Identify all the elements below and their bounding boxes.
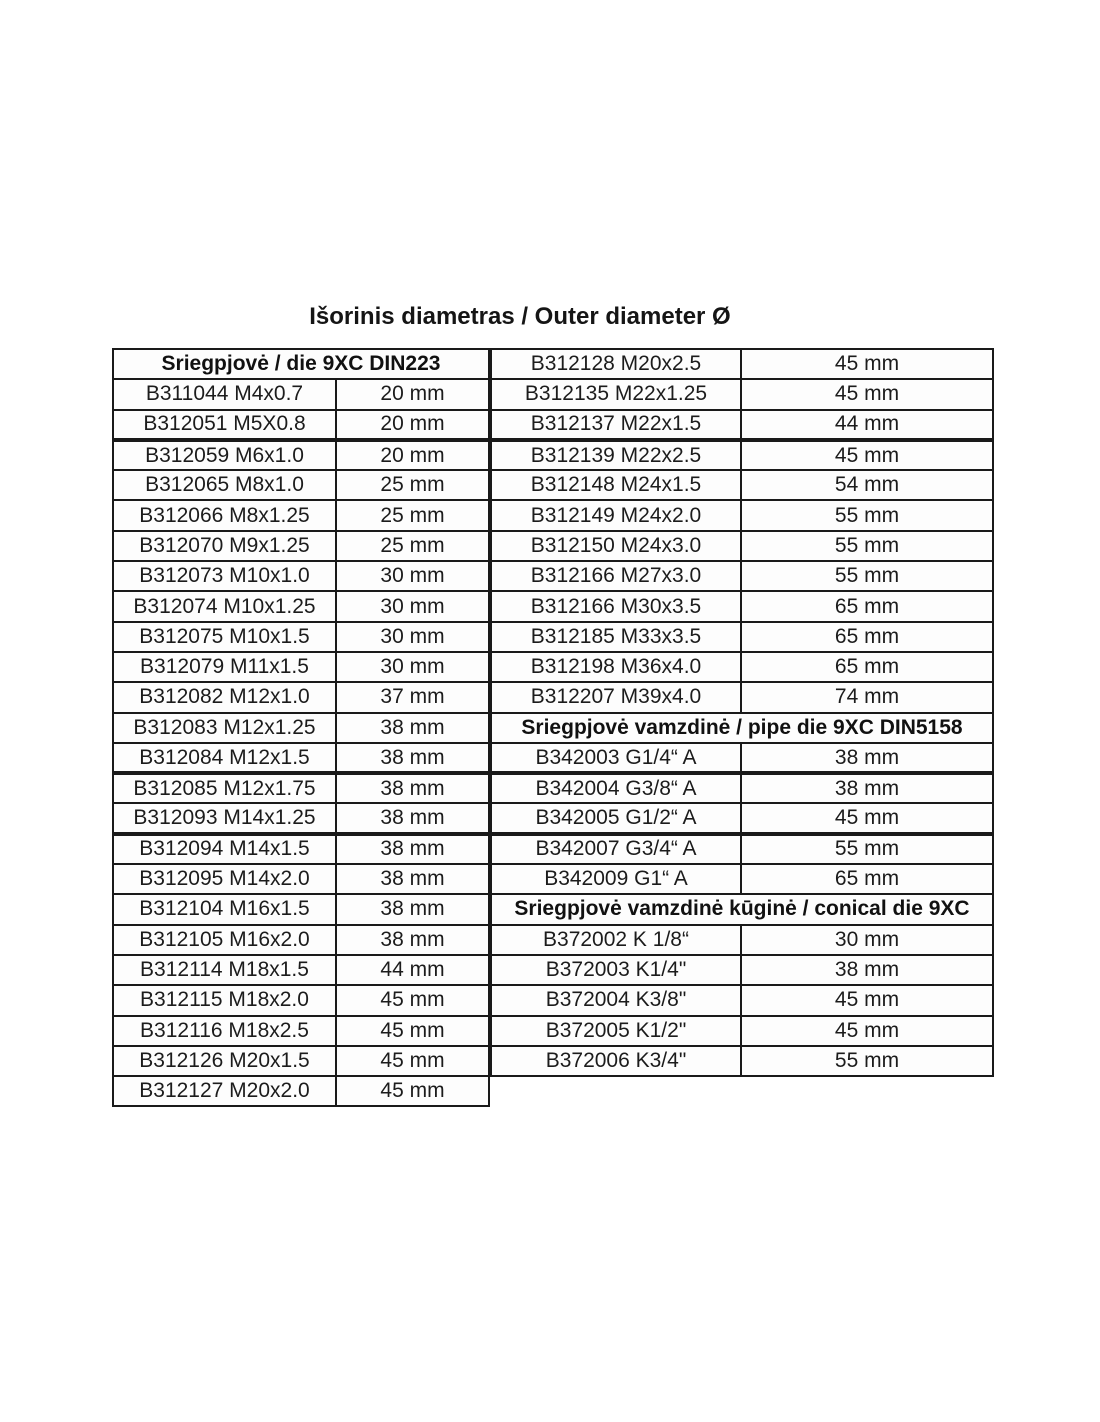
diameter-cell: 55 mm — [741, 1046, 993, 1076]
diameter-cell: 38 mm — [336, 925, 489, 955]
product-code-cell: B312149 M24x2.0 — [491, 500, 741, 530]
table-row — [491, 470, 993, 500]
diameter-cell: 38 mm — [336, 773, 489, 803]
diameter-cell: 20 mm — [336, 440, 489, 470]
table-row — [491, 500, 993, 530]
product-code-cell: B312148 M24x1.5 — [491, 470, 741, 500]
product-code-cell: B312128 M20x2.5 — [491, 349, 741, 379]
table-row — [491, 834, 993, 864]
table-row — [491, 561, 993, 591]
product-code-cell: B342005 G1/2“ A — [491, 803, 741, 833]
diameter-cell: 38 mm — [741, 773, 993, 803]
diameter-cell: 30 mm — [336, 652, 489, 682]
product-code-cell: B312150 M24x3.0 — [491, 531, 741, 561]
product-code-cell: B312126 M20x1.5 — [113, 1046, 336, 1076]
product-code-cell: B312166 M27x3.0 — [491, 561, 741, 591]
diameter-cell: 20 mm — [336, 379, 489, 409]
metric-die-section-header: Sriegpjovė / die 9XC DIN223 — [113, 349, 489, 379]
metric-die-table — [112, 348, 490, 1107]
diameter-cell: 38 mm — [336, 713, 489, 743]
diameter-cell: 38 mm — [741, 955, 993, 985]
diameter-cell: 74 mm — [741, 682, 993, 712]
product-code-cell: B312135 M22x1.25 — [491, 379, 741, 409]
diameter-cell: 45 mm — [336, 985, 489, 1015]
diameter-cell: 54 mm — [741, 470, 993, 500]
section-header-cell: Sriegpjovė vamzdinė kūginė / conical die 9XC — [491, 894, 993, 924]
table-row — [491, 803, 993, 833]
table-row — [113, 894, 489, 924]
product-code-cell: B312114 M18x1.5 — [113, 955, 336, 985]
table-row — [113, 955, 489, 985]
table-row — [113, 500, 489, 530]
product-code-cell: B312104 M16x1.5 — [113, 894, 336, 924]
table-row — [113, 743, 489, 773]
product-code-cell: B312105 M16x2.0 — [113, 925, 336, 955]
diameter-cell: 45 mm — [741, 985, 993, 1015]
product-code-cell: B312116 M18x2.5 — [113, 1016, 336, 1046]
diameter-cell: 45 mm — [336, 1016, 489, 1046]
product-code-cell: B312074 M10x1.25 — [113, 591, 336, 621]
diameter-cell: 65 mm — [741, 864, 993, 894]
diameter-cell: 30 mm — [741, 925, 993, 955]
table-row — [113, 379, 489, 409]
table-row — [491, 894, 993, 924]
table-row — [113, 985, 489, 1015]
table-row — [491, 773, 993, 803]
diameter-cell: 65 mm — [741, 591, 993, 621]
table-row — [113, 803, 489, 833]
product-code-cell: B312185 M33x3.5 — [491, 622, 741, 652]
table-row — [491, 652, 993, 682]
product-code-cell: B342004 G3/8“ A — [491, 773, 741, 803]
diameter-cell: 45 mm — [741, 1016, 993, 1046]
table-row — [113, 591, 489, 621]
product-code-cell: B312094 M14x1.5 — [113, 834, 336, 864]
diameter-cell: 45 mm — [741, 803, 993, 833]
diameter-cell: 25 mm — [336, 500, 489, 530]
product-code-cell: B312166 M30x3.5 — [491, 591, 741, 621]
table-row — [113, 682, 489, 712]
table-row — [491, 410, 993, 440]
table-row — [113, 440, 489, 470]
diameter-cell: 45 mm — [741, 440, 993, 470]
outer-diameter-tables — [112, 348, 994, 1107]
table-row — [113, 925, 489, 955]
diameter-cell: 25 mm — [336, 531, 489, 561]
product-code-cell: B312084 M12x1.5 — [113, 743, 336, 773]
table-row — [491, 440, 993, 470]
product-code-cell: B312085 M12x1.75 — [113, 773, 336, 803]
table-row — [491, 531, 993, 561]
product-code-cell: B312198 M36x4.0 — [491, 652, 741, 682]
table-row — [113, 1076, 489, 1106]
product-code-cell: B312075 M10x1.5 — [113, 622, 336, 652]
diameter-cell: 55 mm — [741, 531, 993, 561]
product-code-cell: B372002 K 1/8“ — [491, 925, 741, 955]
product-code-cell: B342009 G1“ A — [491, 864, 741, 894]
table-row — [113, 531, 489, 561]
diameter-cell: 38 mm — [336, 894, 489, 924]
table-row — [491, 682, 993, 712]
diameter-cell: 45 mm — [336, 1046, 489, 1076]
product-code-cell: B312066 M8x1.25 — [113, 500, 336, 530]
diameter-cell: 55 mm — [741, 834, 993, 864]
product-code-cell: B312127 M20x2.0 — [113, 1076, 336, 1106]
metric-die-table-body — [113, 349, 489, 1106]
table-row — [113, 470, 489, 500]
diameter-cell: 38 mm — [336, 743, 489, 773]
product-code-cell: B312079 M11x1.5 — [113, 652, 336, 682]
table-row — [491, 925, 993, 955]
diameter-cell: 38 mm — [741, 743, 993, 773]
table-row — [113, 410, 489, 440]
diameter-cell: 38 mm — [336, 803, 489, 833]
table-row — [491, 955, 993, 985]
diameter-cell: 38 mm — [336, 864, 489, 894]
pipe-die-table-body — [491, 349, 993, 1076]
table-row — [113, 864, 489, 894]
product-code-cell: B312093 M14x1.25 — [113, 803, 336, 833]
diameter-cell: 55 mm — [741, 500, 993, 530]
table-row — [491, 864, 993, 894]
product-code-cell: B342003 G1/4“ A — [491, 743, 741, 773]
diameter-cell: 30 mm — [336, 622, 489, 652]
diameter-cell: 55 mm — [741, 561, 993, 591]
page-title: Išorinis diametras / Outer diameter Ø — [309, 303, 731, 330]
product-code-cell: B312115 M18x2.0 — [113, 985, 336, 1015]
product-code-cell: B312065 M8x1.0 — [113, 470, 336, 500]
table-row — [113, 1016, 489, 1046]
table-row — [491, 379, 993, 409]
product-code-cell: B372004 K3/8" — [491, 985, 741, 1015]
product-code-cell: B372005 K1/2" — [491, 1016, 741, 1046]
product-code-cell: B372006 K3/4" — [491, 1046, 741, 1076]
table-row — [113, 622, 489, 652]
diameter-cell: 65 mm — [741, 652, 993, 682]
product-code-cell: B372003 K1/4" — [491, 955, 741, 985]
diameter-cell: 45 mm — [741, 379, 993, 409]
section-header-cell: Sriegpjovė vamzdinė / pipe die 9XC DIN5158 — [491, 713, 993, 743]
table-row — [113, 652, 489, 682]
diameter-cell: 25 mm — [336, 470, 489, 500]
product-code-cell: B312207 M39x4.0 — [491, 682, 741, 712]
table-row — [491, 1046, 993, 1076]
product-code-cell: B312059 M6x1.0 — [113, 440, 336, 470]
table-row — [491, 591, 993, 621]
product-code-cell: B312051 M5X0.8 — [113, 410, 336, 440]
product-code-cell: B311044 M4x0.7 — [113, 379, 336, 409]
table-row — [113, 561, 489, 591]
table-row — [113, 713, 489, 743]
diameter-cell: 30 mm — [336, 591, 489, 621]
diameter-cell: 45 mm — [741, 349, 993, 379]
product-code-cell: B312070 M9x1.25 — [113, 531, 336, 561]
table-row — [491, 713, 993, 743]
table-row — [113, 834, 489, 864]
table-row — [113, 1046, 489, 1076]
pipe-die-table — [490, 348, 994, 1077]
diameter-cell: 37 mm — [336, 682, 489, 712]
product-code-cell: B312139 M22x2.5 — [491, 440, 741, 470]
product-code-cell: B312082 M12x1.0 — [113, 682, 336, 712]
product-code-cell: B312083 M12x1.25 — [113, 713, 336, 743]
product-code-cell: B312073 M10x1.0 — [113, 561, 336, 591]
table-row — [113, 773, 489, 803]
product-code-cell: B312095 M14x2.0 — [113, 864, 336, 894]
product-code-cell: B342007 G3/4“ A — [491, 834, 741, 864]
table-row — [491, 622, 993, 652]
table-row — [491, 1016, 993, 1046]
table-header-row — [113, 349, 489, 379]
product-code-cell: B312137 M22x1.5 — [491, 410, 741, 440]
diameter-cell: 30 mm — [336, 561, 489, 591]
diameter-cell: 20 mm — [336, 410, 489, 440]
diameter-cell: 44 mm — [336, 955, 489, 985]
table-row — [491, 349, 993, 379]
table-row — [491, 985, 993, 1015]
diameter-cell: 44 mm — [741, 410, 993, 440]
diameter-cell: 45 mm — [336, 1076, 489, 1106]
table-row — [491, 743, 993, 773]
diameter-cell: 65 mm — [741, 622, 993, 652]
diameter-cell: 38 mm — [336, 834, 489, 864]
